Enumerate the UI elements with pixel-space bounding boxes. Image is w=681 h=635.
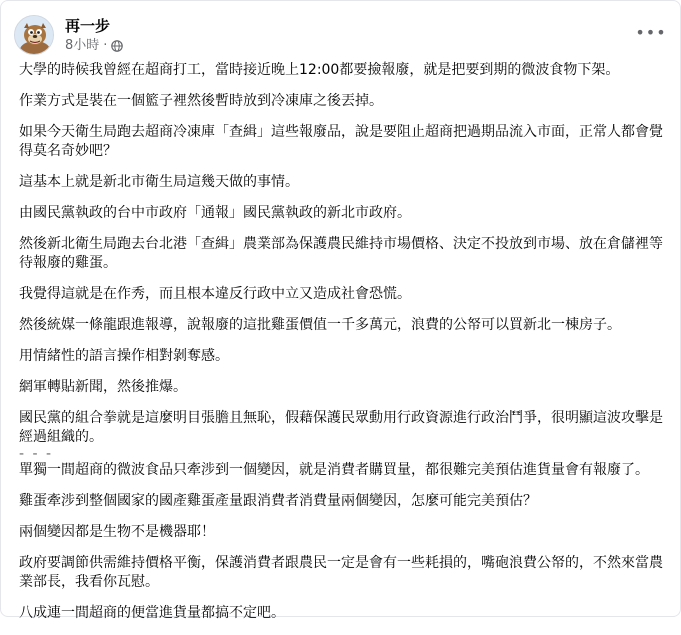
post-paragraph: 單獨一間超商的微波食品只牽涉到一個變因，就是消費者購買量，都很難完美預估進貨量會有報廢了。 [19,462,649,478]
post-paragraph: 國民黨的組合拳就是這麼明目張膽且無恥，假藉保護民眾動用行政資源進行政治鬥爭，很明顯這波攻擊是經過組織的。 [19,410,663,445]
more-options-icon: ••• [635,22,667,42]
avatar[interactable] [14,15,54,55]
post-paragraph: 如果今天衛生局跑去超商冷凍庫「查緝」這些報廢品，說是要阻止超商把過期品流入市面，正常人都會覺得莫名奇妙吧？ [19,124,663,159]
post-paragraph: 作業方式是裝在一個籃子裡然後暫時放到冷凍庫之後丟掉。 [19,93,383,109]
post-paragraph: 雞蛋牽涉到整個國家的國產雞蛋產量跟消費者消費量兩個變因，怎麼可能完美預估？ [19,493,537,509]
post-paragraph: 網軍轉貼新聞，然後推爆。 [19,379,187,395]
globe-icon [111,40,123,52]
post-meta [65,38,123,54]
avatar-cartoon-image [15,16,54,55]
more-options-button[interactable] [633,17,669,47]
post-paragraph: 由國民黨執政的台中市政府「通報」國民黨執政的新北市政府。 [19,205,411,221]
post-paragraph: 然後新北衛生局跑去台北港「查緝」農業部為保護農民維持市場價格、決定不投放到市場、放在倉儲裡等待報廢的雞蛋。 [19,236,663,271]
post-paragraph: 兩個變因都是生物不是機器耶！ [19,524,215,540]
meta-separator-dot: · [103,38,108,53]
section-separator: - - - [19,446,54,462]
post-header [14,13,669,57]
post-body [19,61,669,635]
post-paragraph: 八成連一間超商的便當進貨量都搞不定吧。 [19,605,285,621]
post-paragraph: 然後統媒一條龍跟進報導，說報廢的這批雞蛋價值一千多萬元，浪費的公帑可以買新北一棟房子。 [19,317,621,333]
post-timestamp[interactable]: 8小時 [65,38,100,53]
post-paragraph: 我覺得這就是在作秀，而且根本違反行政中立又造成社會恐慌。 [19,286,411,302]
post-paragraph: 大學的時候我曾經在超商打工，當時接近晚上12:00都要撿報廢，就是把要到期的微波食物下架。 [19,62,620,78]
author-name[interactable]: 再一步 [65,17,111,35]
post-paragraph: 政府要調節供需維持價格平衡，保護消費者跟農民一定是會有一些耗損的，嘴砲浪費公帑的，不然來當農業部長，我看你瓦慰。 [19,555,663,590]
post-paragraph: 這基本上就是新北市衛生局這幾天做的事情。 [19,174,299,190]
post-paragraph: 用情緒性的語言操作相對剝奪感。 [19,348,229,364]
